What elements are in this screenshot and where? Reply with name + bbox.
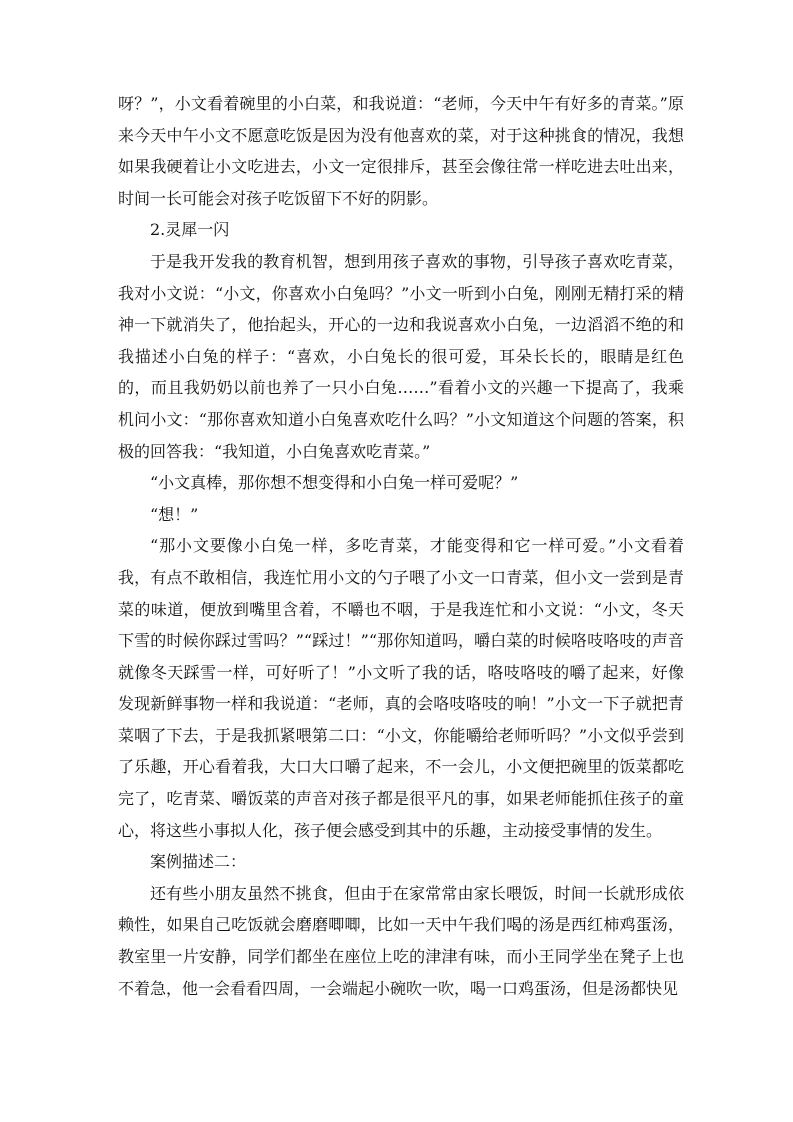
paragraph-case-two-description: 还有些小朋友虽然不挑食，但由于在家常常由家长喂饭，时间一长就形成依赖性，如果自己吃饭就会磨磨唧唧，比如一天中午我们喝的汤是西红柿鸡蛋汤，教室里一片安静，同学们都坐在座位上吃的津津有味，而小王同学坐在凳子上也不着急，他一会看看四周，一会端起小碗吹一吹，喝一口鸡蛋汤，但是汤都快见: [118, 883, 684, 998]
paragraph-rabbit-guidance: 于是我开发我的教育机智，想到用孩子喜欢的事物，引导孩子喜欢吃青菜，我对小文说：“小文，你喜欢小白兔吗？”小文一听到小白兔，刚刚无精打采的精神一下就消失了，他抬起头，开心的一边和我说喜欢小白兔，一边滔滔不绝的和我描述小白兔的样子：“喜欢，小白兔长的很可爱，耳朵长长的，眼睛是红色的，而且我奶奶以前也养了一只小白兔……”看着小文的兴趣一下提高了，我乘机问小文：“那你喜欢知道小白兔喜欢吃什么吗？”小文知道这个问题的答案，积极的回答我：“我知道，小白兔喜欢吃青菜。”: [118, 251, 684, 461]
document-body: [118, 88, 684, 1004]
paragraph-dialogue-answer: “想！”: [150, 504, 199, 524]
section-heading-inspiration: 2.灵犀一闪: [150, 220, 230, 240]
paragraph-eating-greens: “那小文要像小白兔一样，多吃青菜，才能变得和它一样可爱。”小文看着我，有点不敢相信，我连忙用小文的勺子喂了小文一口青菜，但小文一尝到是青菜的味道，便放到嘴里含着，不嚼也不咽，于是我连忙和小文说：“小文，冬天下雪的时候你踩过雪吗？”“踩过！”“那你知道吗，嚼白菜的时候咯吱咯吱的声音就像冬天踩雪一样，可好听了！”小文听了我的话，咯吱咯吱的嚼了起来，好像发现新鲜事物一样和我说道：“老师，真的会咯吱咯吱的响！”小文一下子就把青菜咽了下去，于是我抓紧喂第二口：“小文，你能嚼给老师听吗？”小文似乎尝到了乐趣，开心看着我，大口大口嚼了起来，不一会儿，小文便把碗里的饭菜都吃完了，吃青菜、嚼饭菜的声音对孩子都是很平凡的事，如果老师能抓住孩子的童心，将这些小事拟人化，孩子便会感受到其中的乐趣，主动接受事情的发生。: [118, 536, 684, 840]
section-heading-case-two: 案例描述二：: [150, 852, 247, 872]
paragraph-continuation: 呀？”，小文看着碗里的小白菜，和我说道：“老师，今天中午有好多的青菜。”原来今天中午小文不愿意吃饭是因为没有他喜欢的菜，对于这种挑食的情况，我想如果我硬着让小文吃进去，小文一定很排斥，甚至会像往常一样吃进去吐出来，时间一长可能会对孩子吃饭留下不好的阴影。: [118, 94, 684, 208]
paragraph-dialogue-question: “小文真棒，那你想不想变得和小白兔一样可爱呢？”: [150, 473, 519, 493]
